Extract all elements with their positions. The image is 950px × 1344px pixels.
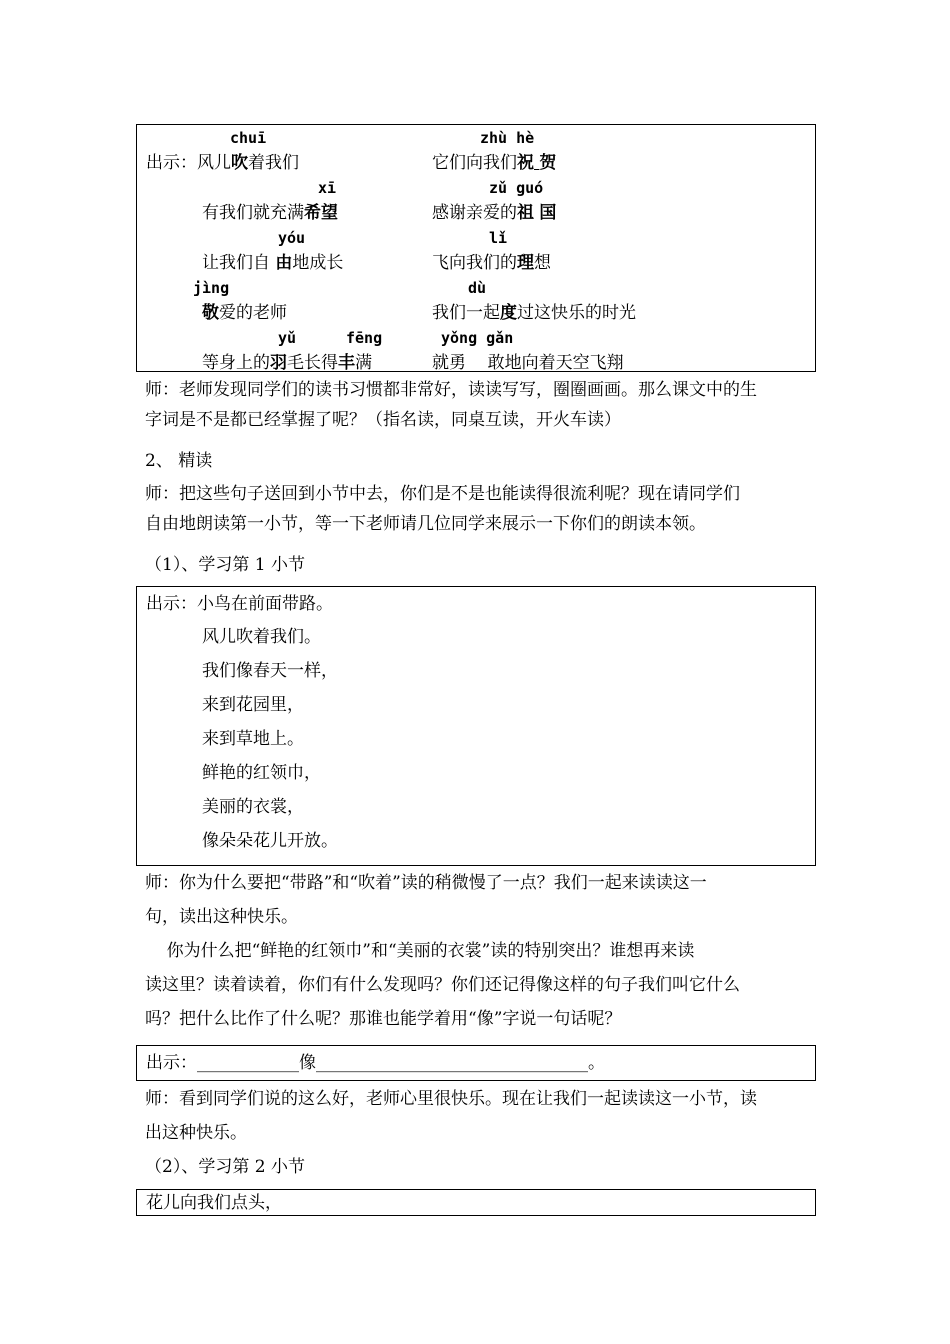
pinyin-yong-gan: yǒng gǎn: [441, 329, 514, 347]
target-char: 度: [500, 303, 517, 323]
target-word: 希望: [304, 203, 338, 223]
section-heading-intensive-reading: 2、 精读: [145, 451, 213, 471]
target-char: 敬: [202, 303, 219, 323]
pinyin-zu-guo: zǔ guó: [489, 179, 544, 197]
pinyin-yu: yǔ: [278, 329, 297, 347]
blank-1: ____________: [197, 1053, 299, 1073]
poem2-line-1: 花儿向我们点头，: [146, 1193, 282, 1213]
exercise-row-3-left: 让我们自 由地成长: [202, 253, 344, 273]
teacher-paragraph-2: 师：把这些句子送回到小节中去，你们是不是也能读得很流利呢？现在请同学们 自由地朗读第一小节，等一下老师请几位同学来展示一下你们的朗读本领。: [145, 484, 740, 534]
sentence-frame-box: [136, 1045, 816, 1081]
sentence-frame: 出示：____________像________________________________。: [146, 1053, 605, 1073]
poem-line-6: 鲜艳的红领巾，: [202, 763, 321, 783]
exercise-row-4-left: 敬爱的老师: [202, 303, 287, 323]
target-char: 羽: [270, 353, 287, 373]
exercise-row-4-right: 我们一起度过这快乐的时光: [432, 303, 636, 323]
blank-2: ________________________________: [316, 1053, 588, 1073]
show-prefix: 出示：: [146, 153, 197, 173]
poem-stanza-2-box: [136, 1189, 816, 1216]
target-char: 理: [517, 253, 534, 273]
pinyin-exercise-box: [136, 124, 816, 372]
target-char: 由: [275, 253, 293, 273]
exercise-row-3-right: 飞向我们的理想: [432, 253, 551, 273]
pinyin-li: lǐ: [489, 229, 508, 247]
exercise-row-2-right: 感谢亲爱的祖 国: [432, 203, 557, 223]
exercise-row-5-right: 就勇 敢地向着天空飞翔: [432, 353, 624, 373]
pinyin-feng: fēng: [346, 329, 383, 347]
pinyin-jing: jìng: [193, 279, 230, 297]
target-char: 丰: [338, 353, 355, 373]
subsection-heading-1: （1）、学习第 1 小节: [145, 555, 305, 575]
pinyin-xi: xī: [318, 179, 337, 197]
target-char: 吹: [231, 153, 248, 173]
poem-line-2: 风儿吹着我们。: [202, 627, 321, 647]
teacher-paragraph-4: 师：看到同学们说的这么好，老师心里很快乐。现在让我们一起读读这一小节，读 出这种快乐。: [145, 1089, 757, 1143]
pinyin-you: yóu: [278, 229, 306, 247]
show-prefix: 出示：: [146, 1053, 197, 1073]
pinyin-chui: chuī: [230, 129, 267, 147]
teacher-paragraph-1: 师：老师发现同学们的读书习惯都非常好，读读写写，圈圈画画。那么课文中的生 字词是不是都已经掌握了呢？（指名读，同桌互读，开火车读）: [145, 380, 757, 430]
target-char: 祝: [517, 153, 534, 173]
poem-line-3: 我们像春天一样，: [202, 661, 338, 681]
pinyin-du: dù: [468, 279, 487, 297]
poem-line-7: 美丽的衣裳，: [202, 797, 304, 817]
show-prefix: 出示：: [146, 594, 197, 614]
target-char: 贺: [539, 153, 557, 173]
exercise-row-2-left: 有我们就充满希望: [202, 203, 338, 223]
exercise-row-1-left: 出示：风儿吹着我们: [146, 153, 299, 173]
subsection-heading-2: （2）、学习第 2 小节: [145, 1157, 305, 1177]
poem-line-4: 来到花园里，: [202, 695, 304, 715]
pinyin-zhu-he: zhù hè: [480, 129, 535, 147]
teacher-paragraph-3: 师：你为什么要把“带路”和“吹着”读的稍微慢了一点？我们一起来读读这一 句，读出这种快乐。 你为什么把“鲜艳的红领巾”和“美丽的衣裳”读的特别突出？谁想再来读 读这里？读着读着，你们有什么发现吗？你们还记得像这样的句子我们叫它什么 吗？把什么比作了什么呢？那谁也能学着用“像”字说一句话呢？: [145, 873, 740, 1029]
poem-stanza-box: [136, 586, 816, 866]
target-char: 祖: [517, 203, 534, 223]
poem-line-1: 出示：小鸟在前面带路。: [146, 594, 333, 614]
exercise-row-1-right: 它们向我们祝 贺: [432, 153, 557, 173]
exercise-row-5-left: 等身上的羽毛长得丰满: [202, 353, 372, 373]
target-char: 国: [539, 203, 557, 223]
poem-line-5: 来到草地上。: [202, 729, 304, 749]
poem-line-8: 像朵朵花儿开放。: [202, 831, 338, 851]
